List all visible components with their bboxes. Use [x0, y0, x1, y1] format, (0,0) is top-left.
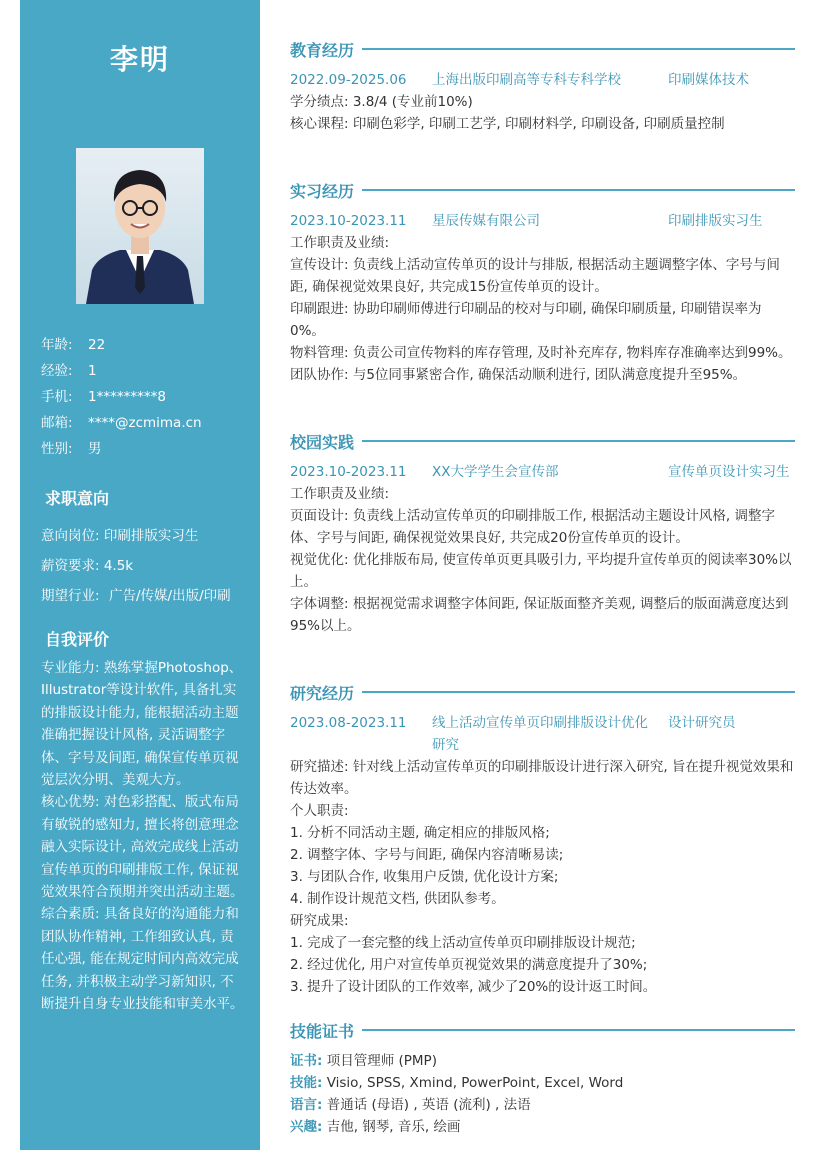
intent-industry: 期望行业: 广告/传媒/出版/印刷 — [41, 588, 231, 604]
info-age: 年龄: 22 — [41, 337, 106, 353]
info-phone: 手机: 1*********8 — [41, 389, 166, 405]
entry-company: 星辰传媒有限公司 — [432, 213, 540, 229]
info-experience: 经验: 1 — [41, 363, 97, 379]
entry-major: 印刷媒体技术 — [668, 72, 749, 88]
self-eval-paragraph: 核心优势: 对色彩搭配、版式布局有敏锐的感知力, 擅长将创意理念融入实际设计, 高效完成线上活动宣传单页的印刷排版工作, 保证视觉效果符合预期并突出活动主题。 — [41, 794, 244, 901]
section-title: 技能证书 — [290, 1021, 355, 1041]
skills-list — [290, 1050, 795, 1138]
entry-project: 线上活动宣传单页印刷排版设计优化研究 — [432, 715, 648, 753]
self-eval-title: 自我评价 — [45, 630, 110, 649]
campus-details: 工作职责及业绩: 页面设计: 负责线上活动宣传单页的印刷排版工作, 根据活动主题设计风格, 调整字体、字号与间距, 确保视觉效果良好, 共完成20份宣传单页的设计。 视觉优化: 优化排版布局, 使宣传单页更具吸引力, 平均提升宣传单页的阅读率30%以上。 字体调整: 根据视觉需求调整字体间距, 保证版面整齐美观, 调整后的版面满意度达到95%以上。 — [290, 486, 792, 634]
internship-section — [290, 178, 795, 386]
campus-entry — [290, 461, 795, 483]
entry-date: 2023.10-2023.11 — [290, 464, 407, 480]
section-divider — [362, 48, 795, 50]
entry-org: XX大学学生会宣传部 — [432, 464, 559, 480]
avatar — [76, 148, 204, 304]
info-email: 邮箱: ****@zcmima.cn — [41, 415, 202, 431]
section-title: 校园实践 — [290, 432, 355, 452]
section-title: 教育经历 — [290, 40, 355, 60]
research-section — [290, 680, 795, 998]
skill-row-interests: 兴趣: 吉他, 钢琴, 音乐, 绘画 — [290, 1119, 461, 1135]
section-divider — [362, 189, 795, 191]
intent-title: 求职意向 — [45, 489, 110, 508]
self-eval-paragraph: 综合素质: 具备良好的沟通能力和团队协作精神, 工作细致认真, 责任心强, 能在规定时间内高效完成任务, 并积极主动学习新知识, 不断提升自身专业技能和审美水平。 — [41, 906, 244, 1013]
job-intent — [41, 525, 253, 615]
self-evaluation — [41, 657, 244, 1016]
campus-section — [290, 429, 795, 637]
entry-date: 2022.09-2025.06 — [290, 72, 407, 88]
entry-date: 2023.08-2023.11 — [290, 715, 407, 731]
education-entry — [290, 69, 795, 91]
research-details: 研究描述: 针对线上活动宣传单页的印刷排版设计进行深入研究, 旨在提升视觉效果和传达效率。 个人职责: 1. 分析不同活动主题, 确定相应的排版风格; 2. 调整字体、字号与间距, 确保内容清晰易读; 3. 与团队合作, 收集用户反馈, 优化设计方案; 4. 制作设计规范文档, 供团队参考。 研究成果: 1. 完成了一套完整的线上活动宣传单页印刷排版设计规范; 2. 经过优化, 用户对宣传单页视觉效果的满意度提升了30%; 3. 提升了设计团队的工作效率, 减少了20%的设计返工时间。 — [290, 759, 794, 995]
entry-role: 印刷排版实习生 — [668, 213, 763, 229]
skill-row-tools: 技能: Visio, SPSS, Xmind, PowerPoint, Excel, Word — [290, 1075, 624, 1091]
skill-row-certificate: 证书: 项目管理师 (PMP) — [290, 1053, 437, 1069]
skill-row-language: 语言: 普通话 (母语) , 英语 (流利) , 法语 — [290, 1097, 531, 1113]
basic-info — [41, 336, 251, 466]
self-eval-paragraph: 专业能力: 熟练掌握Photoshop、Illustrator等设计软件, 具备扎实的排版设计能力, 能根据活动主题准确把握设计风格, 灵活调整字体、字号及间距, 确保宣传单页视觉层次分明、美观大方。 — [41, 660, 243, 789]
section-divider — [362, 440, 795, 442]
internship-details: 工作职责及业绩: 宣传设计: 负责线上活动宣传单页的设计与排版, 根据活动主题调整字体、字号与间距, 确保视觉效果良好, 共完成15份宣传单页的设计。 印刷跟进: 协助印刷师傅进行印刷品的校对与印刷, 确保印刷质量, 印刷错误率为0%。 物料管理: 负责公司宣传物料的库存管理, 及时补充库存, 物料库存准确率达到99%。 团队协作: 与5位同事紧密合作, 确保活动顺利进行, 团队满意度提升至95%。 — [290, 235, 792, 383]
candidate-name: 李明 — [109, 43, 170, 76]
research-entry — [290, 712, 795, 756]
skills-section — [290, 1018, 795, 1138]
entry-role: 宣传单页设计实习生 — [668, 464, 790, 480]
intent-position: 意向岗位: 印刷排版实习生 — [41, 528, 199, 544]
sidebar — [20, 0, 260, 1150]
section-title: 实习经历 — [290, 181, 355, 201]
section-title: 研究经历 — [290, 683, 355, 703]
section-divider — [362, 1029, 795, 1031]
info-gender: 性别: 男 — [41, 441, 102, 457]
entry-school: 上海出版印刷高等专科专科学校 — [432, 72, 621, 88]
section-divider — [362, 691, 795, 693]
internship-entry — [290, 210, 795, 232]
entry-role: 设计研究员 — [668, 715, 736, 731]
intent-salary: 薪资要求: 4.5k — [41, 558, 134, 574]
education-details: 学分绩点: 3.8/4 (专业前10%) 核心课程: 印刷色彩学, 印刷工艺学, 印刷材料学, 印刷设备, 印刷质量控制 — [290, 94, 725, 132]
entry-date: 2023.10-2023.11 — [290, 213, 407, 229]
education-section — [290, 37, 795, 135]
